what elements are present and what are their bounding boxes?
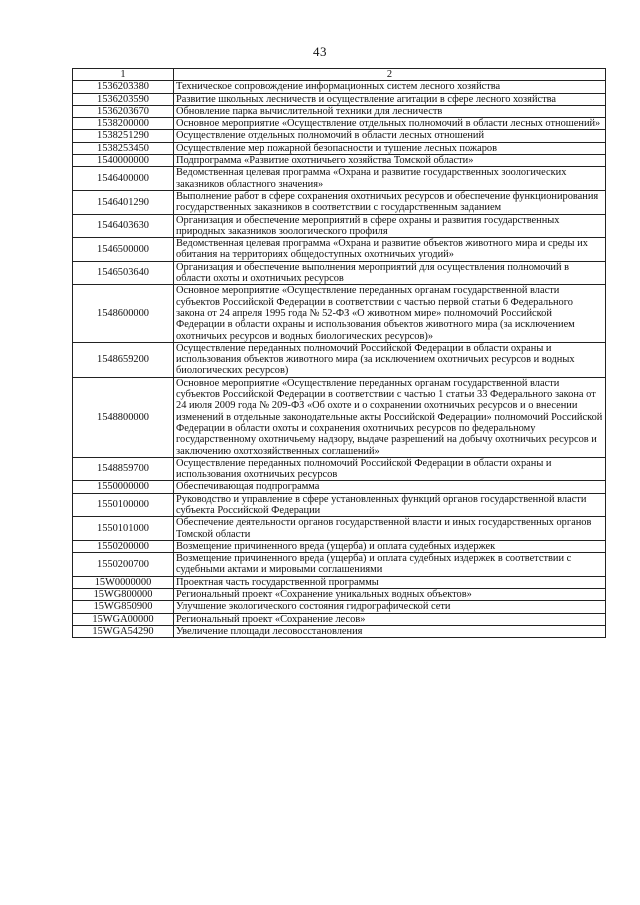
- table-row: [73, 261, 606, 285]
- classification-description: Основное мероприятие «Осуществление переданных органам государственной власти субъектов Российской Федерации в соответствии с частью 1 статьи 33 Федерального закона от 24 июля 2009 года № 209-ФЗ «Об охоте и о сохранении охотничьих ресурсов и о внесении изменений в отдельные законодательные акты Российской Федерации» полномочий Российской Федерации в области охоты и сохранения охотничьих ресурсов по федеральному государственному охотничьему надзору, выдаче разрешений на добычу охотничьих ресурсов и заключению охотхозяйственных соглашений»: [174, 377, 606, 457]
- classification-code: 1548859700: [73, 457, 174, 481]
- table-row: [73, 93, 606, 105]
- classification-code: 1536203670: [73, 105, 174, 117]
- classification-description: Организация и обеспечение выполнения мероприятий для осуществления полномочий в области охоты и охотничьих ресурсов: [174, 261, 606, 285]
- classification-code: 1546500000: [73, 238, 174, 262]
- classification-description: Улучшение экологического состояния гидрографической сети: [174, 601, 606, 613]
- table-row: [73, 130, 606, 142]
- classification-description: Обновление парка вычислительной техники для лесничеств: [174, 105, 606, 117]
- classification-description: Региональный проект «Сохранение уникальных водных объектов»: [174, 589, 606, 601]
- classification-description: Осуществление переданных полномочий Российской Федерации в области охраны и использования объектов животного мира (за исключением охотничьих ресурсов и водных биологических ресурсов): [174, 342, 606, 377]
- classification-description: Обеспечение деятельности органов государственной власти и иных государственных органов Томской области: [174, 517, 606, 541]
- classification-code: 15WG800000: [73, 589, 174, 601]
- classification-code: 1546503640: [73, 261, 174, 285]
- classification-description: Осуществление мер пожарной безопасности и тушение лесных пожаров: [174, 142, 606, 154]
- classification-code: 1540000000: [73, 155, 174, 167]
- classification-description: Основное мероприятие «Осуществление переданных органам государственной власти субъектов Российской Федерации в соответствии с частью первой статьи 6 Федерального закона от 24 апреля 1995 года № 52-ФЗ «О животном мире» полномочий Российской Федерации в области охраны и использования объектов животного мира (за исключением охотничьих ресурсов и водных биологических ресурсов)»: [174, 285, 606, 342]
- table-row: [73, 285, 606, 342]
- classification-description: Обеспечивающая подпрограмма: [174, 481, 606, 493]
- table-row: [73, 601, 606, 613]
- classification-code: 1548600000: [73, 285, 174, 342]
- table-row: [73, 105, 606, 117]
- classification-code: 1550200700: [73, 553, 174, 577]
- table-row: [73, 155, 606, 167]
- classification-description: Возмещение причиненного вреда (ущерба) и оплата судебных издержек в соответствии с судебными актами и мировыми соглашениями: [174, 553, 606, 577]
- classification-description: Выполнение работ в сфере сохранения охотничьих ресурсов и обеспечение функционирования государственных заказников в соответствии с государственным заданием: [174, 190, 606, 214]
- table-row: [73, 553, 606, 577]
- table-row: [73, 238, 606, 262]
- classification-description: Руководство и управление в сфере установленных функций органов государственной власти субъекта Российской Федерации: [174, 493, 606, 517]
- classification-code: 1538200000: [73, 118, 174, 130]
- classification-code: 15W0000000: [73, 576, 174, 588]
- header-code-column: 1: [73, 69, 174, 81]
- header-description-column: 2: [174, 69, 606, 81]
- classification-description: Подпрограмма «Развитие охотничьего хозяйства Томской области»: [174, 155, 606, 167]
- classification-description: Проектная часть государственной программы: [174, 576, 606, 588]
- classification-code: 1538251290: [73, 130, 174, 142]
- table-row: [73, 167, 606, 191]
- classification-code: 15WG850900: [73, 601, 174, 613]
- classification-code: 1538253450: [73, 142, 174, 154]
- table-row: [73, 342, 606, 377]
- classification-description: Осуществление отдельных полномочий в области лесных отношений: [174, 130, 606, 142]
- table-row: [73, 190, 606, 214]
- table-row: [73, 589, 606, 601]
- classification-description: Региональный проект «Сохранение лесов»: [174, 613, 606, 625]
- table-header-row: [73, 69, 606, 81]
- classification-code: 1546400000: [73, 167, 174, 191]
- budget-classification-table: [72, 68, 606, 638]
- table-row: [73, 81, 606, 93]
- classification-code: 1548659200: [73, 342, 174, 377]
- classification-description: Организация и обеспечение мероприятий в сфере охраны и развития государственных природных заказников зоологического профиля: [174, 214, 606, 238]
- classification-code: 1548800000: [73, 377, 174, 457]
- classification-code: 1546401290: [73, 190, 174, 214]
- classification-description: Основное мероприятие «Осуществление отдельных полномочий в области лесных отношений»: [174, 118, 606, 130]
- classification-code: 1550200000: [73, 540, 174, 552]
- classification-code: 15WGA00000: [73, 613, 174, 625]
- table-row: [73, 540, 606, 552]
- classification-code: 1550100000: [73, 493, 174, 517]
- classification-code: 1536203590: [73, 93, 174, 105]
- page-number: 43: [313, 44, 327, 59]
- table-row: [73, 613, 606, 625]
- table-row: [73, 214, 606, 238]
- table-row: [73, 118, 606, 130]
- classification-description: Ведомственная целевая программа «Охрана и развитие объектов животного мира и среды их обитания на территориях общедоступных охотничьих угодий»: [174, 238, 606, 262]
- classification-code: 1550000000: [73, 481, 174, 493]
- table-row: [73, 517, 606, 541]
- table-row: [73, 377, 606, 457]
- classification-code: 15WGA54290: [73, 625, 174, 637]
- classification-code: 1546403630: [73, 214, 174, 238]
- classification-description: Ведомственная целевая программа «Охрана и развитие государственных зоологических заказников областного значения»: [174, 167, 606, 191]
- classification-description: Развитие школьных лесничеств и осуществление агитации в сфере лесного хозяйства: [174, 93, 606, 105]
- table-row: [73, 142, 606, 154]
- table-row: [73, 457, 606, 481]
- classification-description: Техническое сопровождение информационных систем лесного хозяйства: [174, 81, 606, 93]
- table-row: [73, 576, 606, 588]
- table-row: [73, 625, 606, 637]
- table-row: [73, 493, 606, 517]
- classification-description: Осуществление переданных полномочий Российской Федерации в области охраны и использования охотничьих ресурсов: [174, 457, 606, 481]
- classification-description: Увеличение площади лесовосстановления: [174, 625, 606, 637]
- classification-code: 1550101000: [73, 517, 174, 541]
- classification-description: Возмещение причиненного вреда (ущерба) и оплата судебных издержек: [174, 540, 606, 552]
- table-row: [73, 481, 606, 493]
- classification-code: 1536203380: [73, 81, 174, 93]
